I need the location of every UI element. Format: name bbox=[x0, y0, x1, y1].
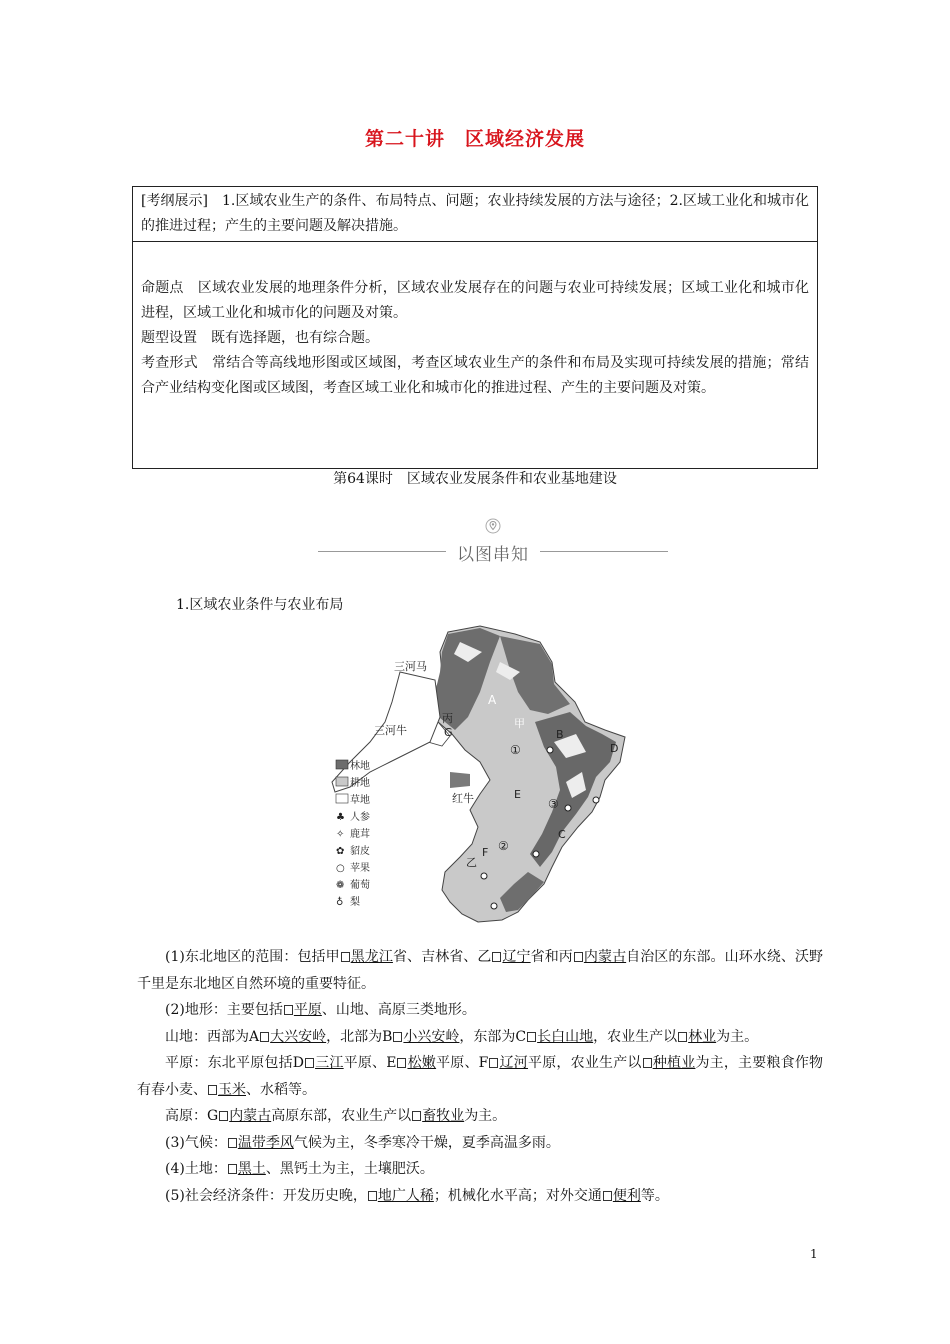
paragraph-terrain: (2)地形：主要包括 平原、山地、高原三类地形。 bbox=[165, 1002, 476, 1018]
legend-apple: 苹果 bbox=[350, 863, 370, 874]
answer-fill: 平原 bbox=[293, 1002, 322, 1018]
label-b: B bbox=[556, 728, 564, 741]
blank-box bbox=[208, 1085, 217, 1095]
legend-mink: 貂皮 bbox=[350, 846, 370, 857]
label-f: F bbox=[482, 846, 489, 859]
paragraph-climate: (3)气候： 温带季风气候为主，冬季寒冷干燥，夏季高温多雨。 bbox=[165, 1134, 560, 1151]
legend-forest-swatch bbox=[336, 760, 348, 769]
label-sanheniu: 三河牛 bbox=[374, 724, 407, 737]
label-d: D bbox=[610, 742, 619, 755]
answer-fill: 便利 bbox=[612, 1187, 641, 1204]
legend-ginseng: 人参 bbox=[350, 812, 370, 823]
label-sanhema: 三河马 bbox=[394, 660, 427, 673]
blank-box bbox=[527, 1032, 536, 1042]
blank-box bbox=[260, 1032, 269, 1042]
blank-box bbox=[219, 1111, 228, 1121]
pear-icon: ♁ bbox=[336, 897, 344, 908]
answer-fill: 内蒙古 bbox=[583, 949, 627, 965]
apple-icon: ○ bbox=[336, 863, 345, 874]
northeast-china-map bbox=[330, 622, 630, 930]
blank-box bbox=[643, 1058, 652, 1068]
blank-box bbox=[492, 952, 501, 962]
legend-forest: 林地 bbox=[350, 761, 370, 772]
legend-pear: 梨 bbox=[350, 897, 360, 908]
section-heading-text: 以图串知 bbox=[457, 545, 529, 565]
grape-icon: ❁ bbox=[336, 880, 345, 891]
outline-text: [考纲展示] 1.区域农业生产的条件、布局特点、问题；农业持续发展的方法与途径；2.区域工业化和城市化的推进过程；产生的主要问题及解决措施。 bbox=[141, 193, 809, 234]
blank-box bbox=[305, 1058, 314, 1068]
question-type-line: 题型设置 既有选择题，也有综合题。 bbox=[141, 330, 379, 346]
answer-fill: 内蒙古 bbox=[229, 1108, 272, 1124]
label-a: A bbox=[488, 693, 497, 707]
legend-cropland-swatch bbox=[336, 777, 348, 786]
answer-fill: 畜牧业 bbox=[422, 1108, 465, 1124]
section-heading bbox=[318, 518, 668, 568]
label-g: G bbox=[444, 726, 453, 739]
blank-box bbox=[603, 1191, 612, 1201]
ginseng-icon: ♣ bbox=[336, 812, 345, 823]
legend-grape: 葡萄 bbox=[350, 880, 370, 891]
answer-fill: 大兴安岭 bbox=[270, 1028, 327, 1045]
answer-fill: 辽河 bbox=[499, 1055, 529, 1071]
label-jia: 甲 bbox=[514, 717, 525, 730]
location-pin-icon bbox=[485, 518, 501, 534]
blank-box bbox=[228, 1164, 237, 1174]
answer-fill: 地广人稀 bbox=[377, 1187, 434, 1204]
answer-fill: 种植业 bbox=[652, 1055, 696, 1071]
blank-box bbox=[393, 1032, 402, 1042]
page-number: 1 bbox=[810, 1247, 818, 1261]
label-circle-3: ③ bbox=[548, 797, 559, 811]
label-yi: 乙 bbox=[466, 856, 477, 869]
paragraph-plateau: 高原：G 内蒙古高原东部，农业生产以 畜牧业为主。 bbox=[165, 1108, 507, 1124]
answer-fill: 玉米 bbox=[218, 1081, 246, 1098]
answer-fill: 辽宁 bbox=[502, 949, 531, 965]
blank-box bbox=[574, 952, 583, 962]
blank-box bbox=[284, 1005, 293, 1015]
blank-box bbox=[489, 1058, 498, 1068]
legend-cropland: 耕地 bbox=[350, 778, 370, 789]
outline-box bbox=[132, 186, 818, 242]
paragraph-mountains: 山地：西部为A 大兴安岭，北部为B 小兴安岭，东部为C 长白山地，农业生产以 林业为主。 bbox=[165, 1028, 759, 1045]
answer-fill: 长白山地 bbox=[537, 1028, 594, 1045]
item-title: 1.区域农业条件与农业布局 bbox=[176, 597, 344, 613]
legend-grassland-swatch bbox=[336, 794, 348, 803]
mink-icon: ✿ bbox=[336, 846, 345, 857]
answer-fill: 小兴安岭 bbox=[403, 1028, 460, 1045]
paragraph-plains: 平原：东北平原包括D 三江平原、E 松嫩平原、F 辽河平原，农业生产以 种植业为主，主要粮食作物有春小麦、 玉米、水稻等。 bbox=[137, 1055, 824, 1098]
paragraph-socioeconomic: (5)社会经济条件：开发历史晚， 地广人稀；机械化水平高；对外交通 便利等。 bbox=[165, 1187, 669, 1204]
answer-fill: 林业 bbox=[688, 1028, 717, 1045]
answer-fill: 温带季风 bbox=[237, 1134, 294, 1151]
label-bing: 丙 bbox=[442, 712, 453, 725]
answer-fill: 黑土 bbox=[237, 1161, 266, 1177]
paragraph-range: (1)东北地区的范围：包括甲 黑龙江省、吉林省、乙 辽宁省和丙 内蒙古自治区的东部。山环水绕、沃野千里是东北地区自然环境的重要特征。 bbox=[137, 949, 824, 992]
body-text bbox=[137, 944, 823, 1209]
blank-box bbox=[678, 1032, 687, 1042]
label-circle-1: ① bbox=[510, 743, 521, 757]
blank-box bbox=[228, 1138, 237, 1148]
antler-icon: ✧ bbox=[336, 829, 345, 840]
blank-box bbox=[341, 952, 350, 962]
blank-box bbox=[397, 1058, 406, 1068]
page-title: 第二十讲 区域经济发展 bbox=[364, 128, 585, 150]
blank-box bbox=[368, 1191, 377, 1201]
lesson-subtitle: 第64课时 区域农业发展条件和农业基地建设 bbox=[333, 471, 617, 487]
exam-points-line: 命题点 区域农业发展的地理条件分析，区域农业发展存在的问题与农业可持续发展；区域工业化和城市化进程，区域工业化和城市化的问题及对策。 bbox=[141, 280, 809, 321]
blank-box bbox=[412, 1111, 421, 1121]
legend-antler: 鹿茸 bbox=[350, 829, 370, 840]
label-circle-2: ② bbox=[498, 839, 509, 853]
answer-fill: 三江 bbox=[315, 1055, 344, 1071]
label-c: C bbox=[558, 828, 566, 841]
label-e: E bbox=[514, 788, 521, 801]
exam-format-line: 考查形式 常结合等高线地形图或区域图，考查区域农业生产的条件和布局及实现可持续发展的措施；常结合产业结构变化图或区域图，考查区域工业化和城市化的推进过程、产生的主要问题及对策。 bbox=[141, 355, 809, 396]
label-hongniu: 红牛 bbox=[452, 792, 474, 805]
paragraph-soil: (4)土地： 黑土、黑钙土为主，土壤肥沃。 bbox=[165, 1161, 434, 1177]
answer-fill: 黑龙江 bbox=[350, 949, 393, 965]
legend-grassland: 草地 bbox=[350, 795, 370, 806]
exam-points-box bbox=[132, 241, 818, 469]
answer-fill: 松嫩 bbox=[407, 1055, 437, 1071]
